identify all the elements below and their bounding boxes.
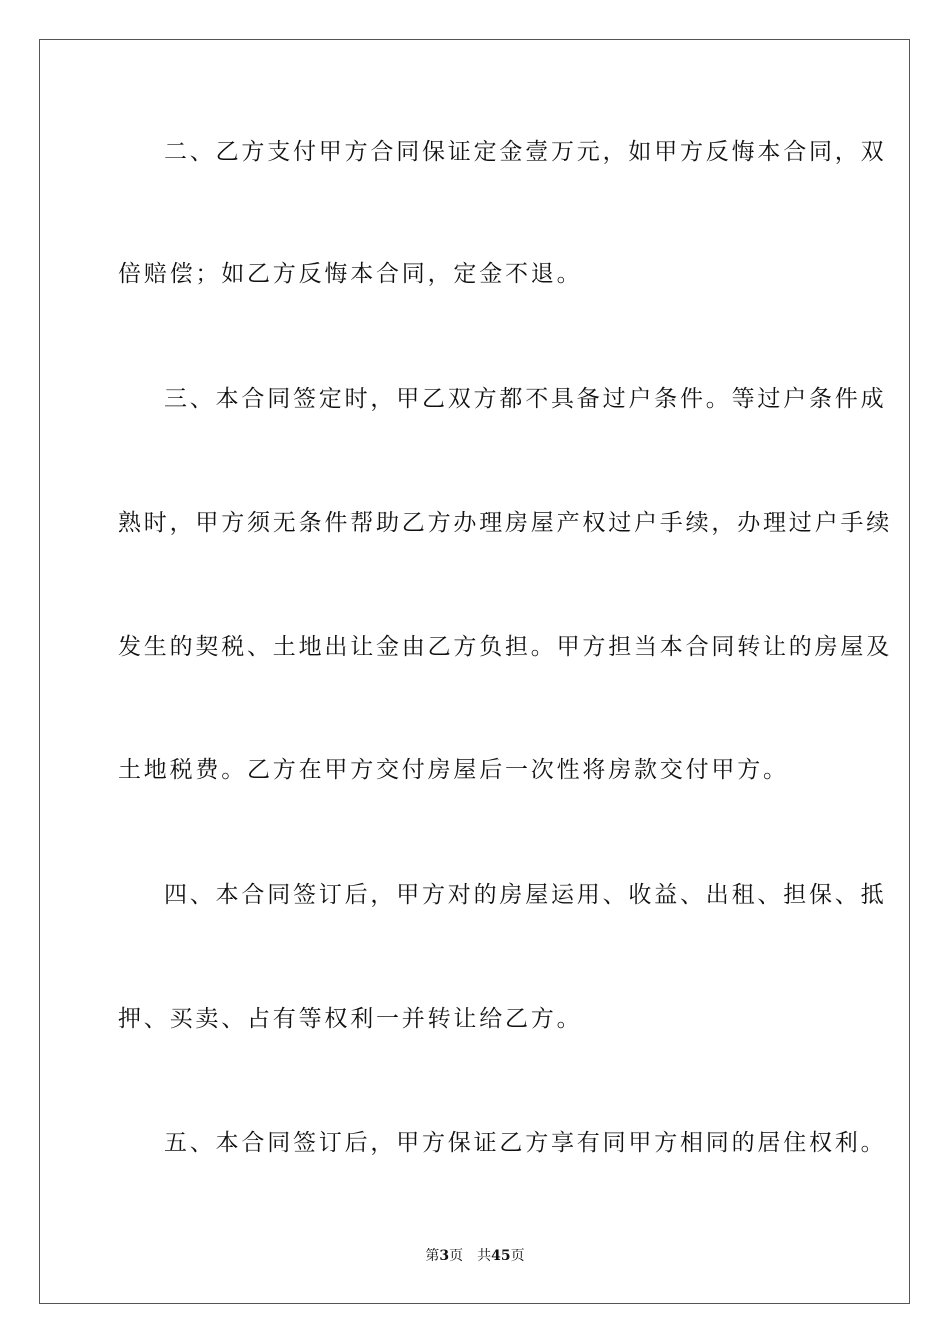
clause-3-line-1: 三、本合同签定时，甲乙双方都不具备过户条件。等过户条件成: [164, 386, 887, 412]
footer-page-suffix: 页: [449, 1248, 464, 1264]
clause-2-line-2: 倍赔偿；如乙方反悔本合同，定金不退。: [118, 261, 583, 287]
footer-page-prefix: 第: [425, 1248, 440, 1264]
page-footer: [0, 1247, 950, 1265]
clause-3-line-4: 土地税费。乙方在甲方交付房屋后一次性将房款交付甲方。: [118, 757, 789, 783]
footer-total-prefix: 共: [477, 1248, 492, 1264]
clause-2-line-1: 二、乙方支付甲方合同保证定金壹万元，如甲方反悔本合同，双: [164, 139, 887, 165]
page-frame: [39, 39, 910, 1304]
footer-total-suffix: 页: [510, 1248, 525, 1264]
clause-3-line-2: 熟时，甲方须无条件帮助乙方办理房屋产权过户手续，办理过户手续: [118, 510, 892, 536]
clause-5-line-1: 五、本合同签订后，甲方保证乙方享有同甲方相同的居住权利。: [164, 1130, 887, 1156]
clause-4-line-1: 四、本合同签订后，甲方对的房屋运用、收益、出租、担保、抵: [164, 882, 887, 908]
footer-total-pages: 45: [491, 1248, 511, 1264]
clause-3-line-3: 发生的契税、土地出让金由乙方负担。甲方担当本合同转让的房屋及: [118, 634, 892, 660]
footer-page-number: 3: [439, 1248, 450, 1264]
clause-4-line-2: 押、买卖、占有等权利一并转让给乙方。: [118, 1006, 583, 1032]
